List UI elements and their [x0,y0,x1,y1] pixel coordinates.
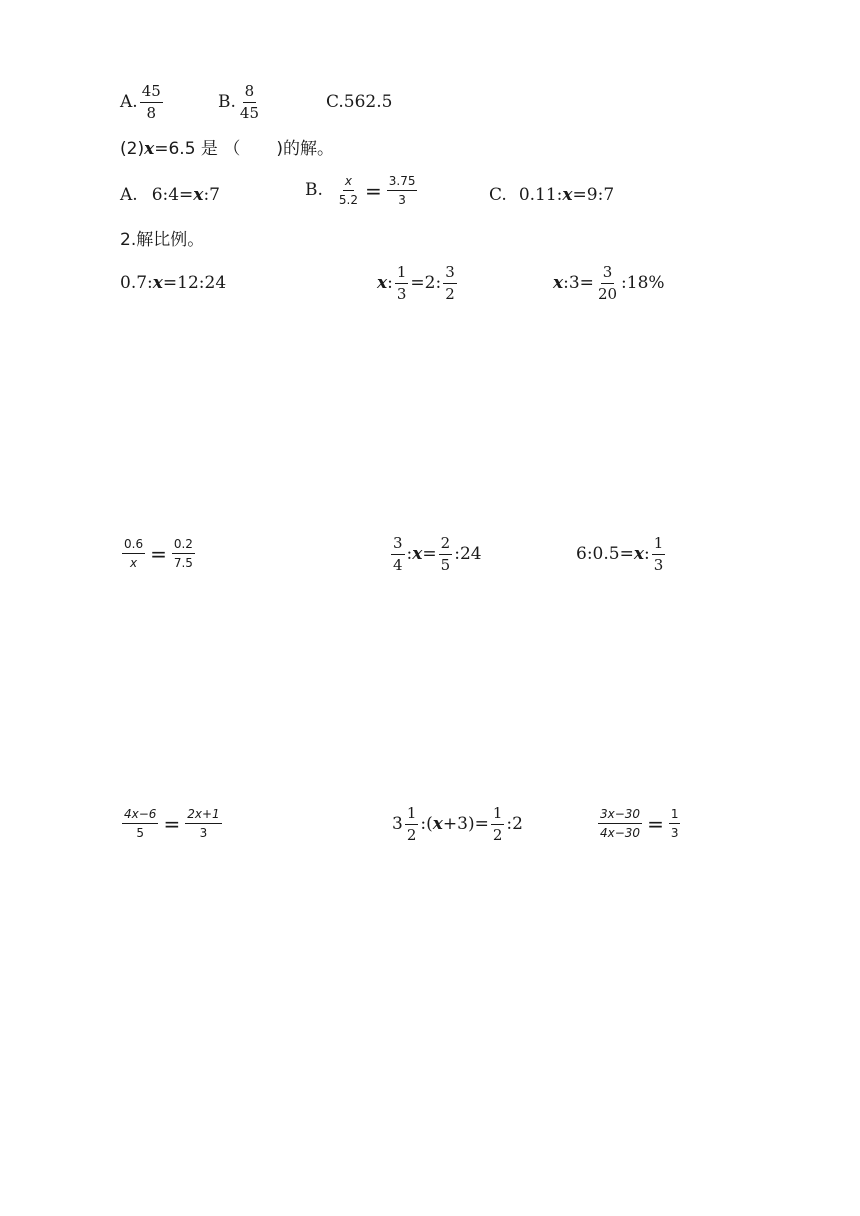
fraction: $\frac{1}{2}$ [406,804,417,844]
fraction: $\frac{4x-6}{5}$ [124,807,157,840]
fraction: $\frac{2}{5}$ [440,534,451,574]
fraction: $\frac{x}{5.2}$ [338,174,358,207]
equation-8: 3 $\frac{1}{2}$ :( x +3)= $\frac{1}{2}$ :2 [392,804,523,844]
q1-option-b [218,84,263,121]
fraction: $\frac{3x-30}{4x-30}$ [600,807,641,840]
option-label: A. [120,92,138,112]
equation-7: $\frac{4x-6}{5}$ = $\frac{2x+1}{3}$ [124,807,220,840]
option-label: B. [218,92,236,112]
fraction: $\frac{8}{45}$ [239,82,259,122]
q2-option-c: C. 0.11: x =9:7 [489,185,615,205]
q2-option-a: A. 6:4= x :7 [120,185,220,205]
section-2-title: 2.解比例。 [120,230,205,250]
fraction: $\frac{1}{2}$ [492,804,503,844]
equation-5: $\frac{3}{4}$ : x = $\frac{2}{5}$ :24 [393,534,482,574]
fraction: $\frac{0.2}{7.5}$ [173,537,193,570]
q2-option-b: B. $\frac{x}{5.2}$ = $\frac{3.75}{3}$ [305,174,416,207]
fraction: $\frac{1}{3}$ [670,807,679,840]
fraction: $\frac{3}{4}$ [393,534,403,574]
equation-2: x : $\frac{1}{3}$ =2: $\frac{3}{2}$ [377,263,455,303]
equation-1: 0.7: x =12:24 [120,273,227,293]
question-2: (2) x =6.5 是 （ )的解。 [120,139,334,159]
equation-3: x :3= $\frac{3}{20}$ :18% [553,263,665,303]
q1-option-c: C.562.5 [326,92,393,112]
fraction: $\frac{3}{2}$ [445,263,455,303]
fraction: $\frac{1}{3}$ [396,263,407,303]
fraction: $\frac{2x+1}{3}$ [187,807,220,840]
fraction: $\frac{1}{3}$ [653,534,664,574]
equation-9: $\frac{3x-30}{4x-30}$ = $\frac{1}{3}$ [600,807,679,840]
fraction: $\frac{3}{20}$ [597,263,618,303]
fraction: $\frac{0.6}{x}$ [124,537,144,570]
equation-4: $\frac{0.6}{x}$ = $\frac{0.2}{7.5}$ [124,537,193,570]
fraction: $\frac{45}{8}$ [141,82,161,122]
q1-option-a [120,84,165,121]
fraction: $\frac{3.75}{3}$ [388,174,416,207]
equation-6: 6:0.5= x : $\frac{1}{3}$ [576,534,664,574]
